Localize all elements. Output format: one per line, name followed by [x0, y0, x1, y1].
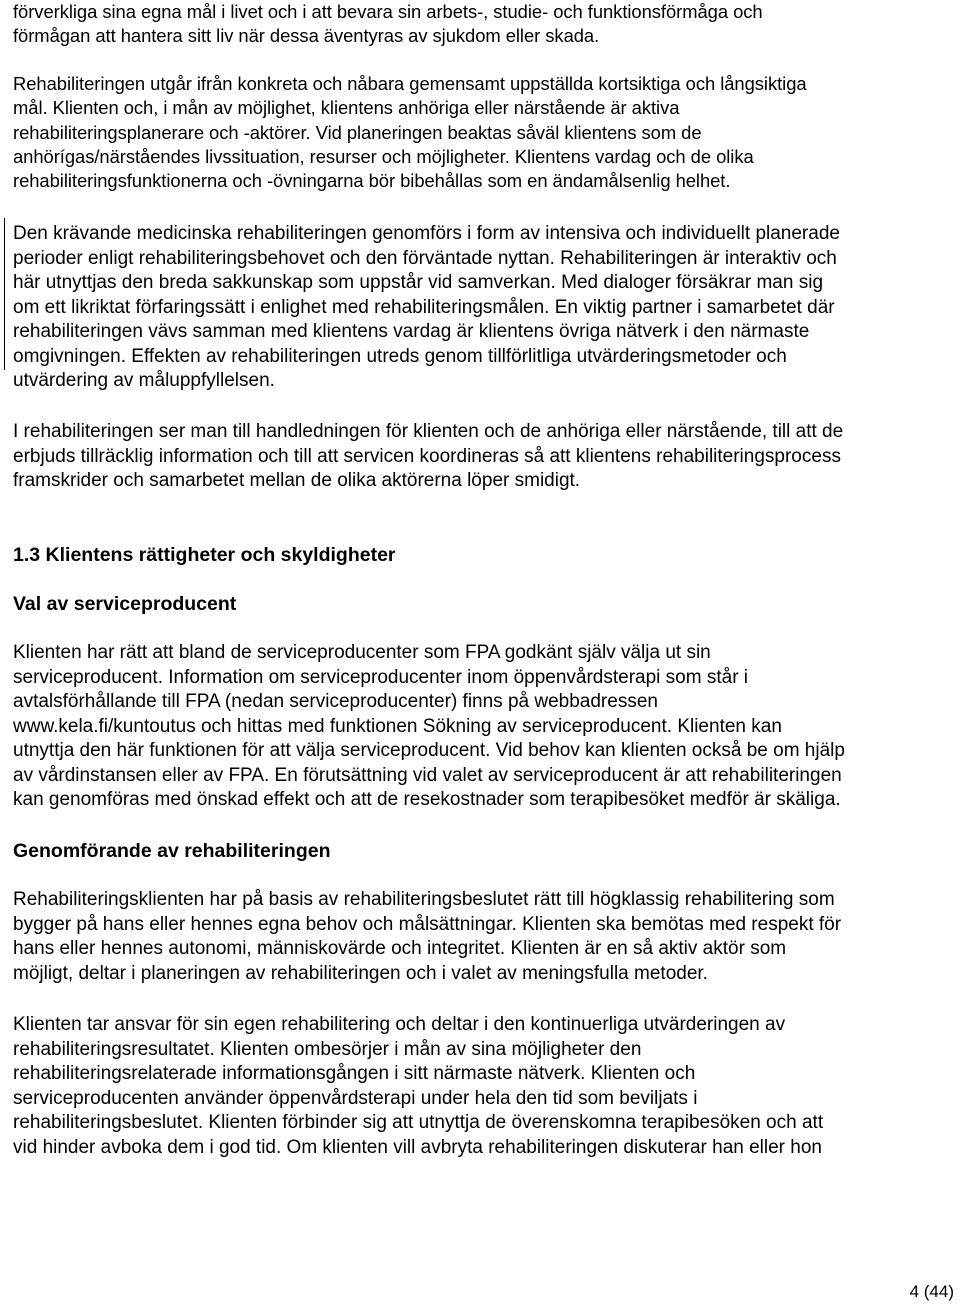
- paragraph-6: Rehabiliteringsklienten har på basis av rehabiliteringsbeslutet rätt till högklassig rehabilitering som bygger på hans eller hennes egna behov och målsättningar. Klienten ska bemötas med respekt för hans eller hennes autonomi, människovärde och integritet. Klienten är en så aktiv aktör som möjligt, deltar i planeringen av rehabiliteringen och i valet av meningsfulla metoder.: [13, 889, 842, 984]
- paragraph-1: förverkliga sina egna mål i livet och i att bevara sin arbets-, studie- och funktionsförmåga och förmågan att hantera sitt liv när dessa äventyras av sjukdom eller skada.: [13, 1, 763, 47]
- section-heading: 1.3 Klientens rättigheter och skyldigheter: [13, 544, 396, 566]
- paragraph-3: Den krävande medicinska rehabiliteringen genomförs i form av intensiva och individuellt planerade perioder enligt rehabiliteringsbehovet och den förväntade nyttan. Rehabiliteringen är interaktiv och här utnyttjas den breda sakkunskap som uppstår vid samverkan. Med dialoger försäkrar man sig om ett likriktat förfaringssätt i enlighet med rehabiliteringsmålen. En viktig partner i samarbetet där rehabiliteringen vävs samman med klientens vardag är klientens övriga nätverk i den närmaste omgivningen. Effekten av rehabiliteringen utreds genom tillförlitliga utvärderingsmetoder och utvärdering av måluppfyllelsen.: [13, 223, 840, 391]
- page-number: 4 (44): [909, 1282, 954, 1301]
- paragraph-5: Klienten har rätt att bland de serviceproducenter som FPA godkänt själv välja ut sin serviceproducent. Information om serviceproducenter inom öppenvårdsterapi som står i avtalsförhållande till FPA (nedan serviceproducenter) finns på webbadressen www.kela.fi/kuntoutus och hittas med funktionen Sökning av serviceproducent. Klienten kan utnyttja den här funktionen för att välja serviceproducent. Vid behov kan klienten också be om hjälp av vårdinstansen eller av FPA. En förutsättning vid valet av serviceproducent är att rehabiliteringen kan genomföras med önskad effekt och att de resekostnader som terapibesöket medför är skäliga.: [13, 642, 845, 810]
- change-bar: [4, 218, 5, 370]
- paragraph-4: I rehabiliteringen ser man till handledningen för klienten och de anhöriga eller närstående, till att de erbjuds tillräcklig information och till att servicen koordineras så att klientens rehabiliteringsprocess framskrider och samarbetet mellan de olika aktörerna löper smidigt.: [13, 421, 844, 491]
- subheading-val-av-serviceproducent: Val av serviceproducent: [13, 593, 237, 615]
- paragraph-2: Rehabiliteringen utgår ifrån konkreta och nåbara gemensamt uppställda kortsiktiga och långsiktiga mål. Klienten och, i mån av möjlighet, klientens anhöriga eller närstående är aktiva rehabiliteringsplanerare och -aktörer. Vid planeringen beaktas såväl klientens som de anhörígas/närståendes livssituation, resurser och möjligheter. Klientens vardag och de olika rehabiliteringsfunktionerna och -övningarna bör bibehållas som en ändamålsenlig helhet.: [13, 73, 807, 192]
- subheading-genomforande: Genomförande av rehabiliteringen: [13, 840, 331, 862]
- paragraph-7: Klienten tar ansvar för sin egen rehabilitering och deltar i den kontinuerliga utvärderingen av rehabiliteringsresultatet. Klienten ombesörjer i mån av sina möjligheter den rehabiliteringsrelaterade informationsgången i sitt närmaste nätverk. Klienten och serviceproducenten använder öppenvårdsterapi under hela den tid som beviljats i rehabiliteringsbeslutet. Klienten förbinder sig att utnyttja de överenskomna terapibesöken och att vid hinder avboka dem i god tid. Om klienten vill avbryta rehabiliteringen diskuterar han eller hon: [13, 1014, 824, 1158]
